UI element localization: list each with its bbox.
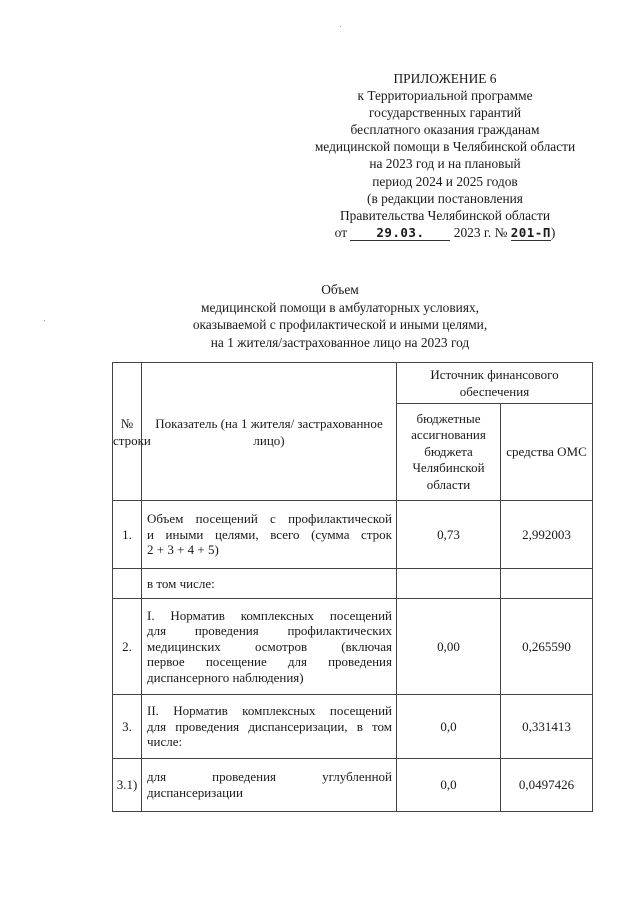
budget-value [397,569,501,599]
annex-title: ПРИЛОЖЕНИЕ 6 [393,71,497,86]
row-number: 1. [113,501,142,569]
resolution-date-line [292,224,598,241]
handwritten-date: 29.03. [350,226,450,241]
annex-line: период 2024 и 2025 годов [372,173,518,189]
annex-line: к Территориальной программе [357,88,533,104]
row-indicator [142,599,397,695]
indicator-line: для проведения профилактических [147,623,392,639]
oms-value: 0,265590 [501,599,593,695]
annex-block [292,70,598,241]
indicator-line: в том числе: [147,575,215,591]
table-row [113,599,593,695]
row-number: 2. [113,599,142,695]
oms-value [501,569,593,599]
year-number-label: 2023 г. № [453,224,508,240]
oms-value: 0,0497426 [501,759,593,812]
row-number [113,569,142,599]
table-row [113,569,593,599]
handwritten-number: 201-П [510,224,551,240]
indicator-line: для проведения диспансеризации, в том [147,718,392,734]
indicator-line: первое посещение для проведения [147,654,392,670]
row-indicator [142,569,397,599]
heading-line: Объем [321,282,359,297]
ot-label: от [334,224,348,240]
annex-line: на 2023 год и на плановый [369,156,521,172]
document-heading [150,281,530,351]
indicator-line: I. Норматив комплексных посещений [147,607,392,623]
indicator-line: и иными целями, всего (сумма строк [147,526,392,542]
heading-line: медицинской помощи в амбулаторных условиях, [200,299,480,315]
table-row [113,695,593,759]
table-row [113,501,593,569]
scan-speck [44,320,45,321]
indicator-line: для проведения углубленной [147,769,392,785]
annex-line: Правительства Челябинской области [340,207,550,223]
heading-line: оказываемой с профилактической и иными целями, [192,317,488,333]
indicator-line: диспансерного наблюдения) [147,669,304,685]
header-row-number: № строки [113,363,142,501]
row-indicator [142,695,397,759]
budget-value: 0,00 [397,599,501,695]
row-number: 3.1) [113,759,142,812]
table-row [113,759,593,812]
table-header-row [113,363,593,404]
oms-value: 2,992003 [501,501,593,569]
header-indicator: Показатель (на 1 жителя/ застрахованное лицо) [142,363,397,501]
budget-value: 0,73 [397,501,501,569]
row-indicator [142,501,397,569]
budget-value: 0,0 [397,759,501,812]
annex-line: бесплатного оказания гражданам [350,122,540,138]
heading-line: на 1 жителя/застрахованное лицо на 2023 год [210,334,470,350]
budget-value: 0,0 [397,695,501,759]
row-number: 3. [113,695,142,759]
header-budget: бюджетные ассигнования бюджета Челябинской области [397,404,501,501]
annex-line: (в редакции постановления [367,190,523,206]
header-funding-source: Источник финансового обеспечения [397,363,593,404]
annex-line: медицинской помощи в Челябинской области [314,139,576,155]
oms-value: 0,331413 [501,695,593,759]
header-oms: средства ОМС [501,404,593,501]
indicator-line: 2 + 3 + 4 + 5) [147,542,219,558]
close-paren: ) [550,224,556,240]
row-indicator [142,759,397,812]
indicator-line: числе: [147,734,183,750]
annex-line: государственных гарантий [368,105,522,121]
scan-speck [340,26,341,27]
indicator-line: медицинских осмотров (включая [147,638,392,654]
indicator-line: II. Норматив комплексных посещений [147,703,392,719]
indicator-line: диспансеризации [147,785,243,800]
indicator-line: Объем посещений с профилактической [147,511,392,527]
volume-table [112,362,593,812]
